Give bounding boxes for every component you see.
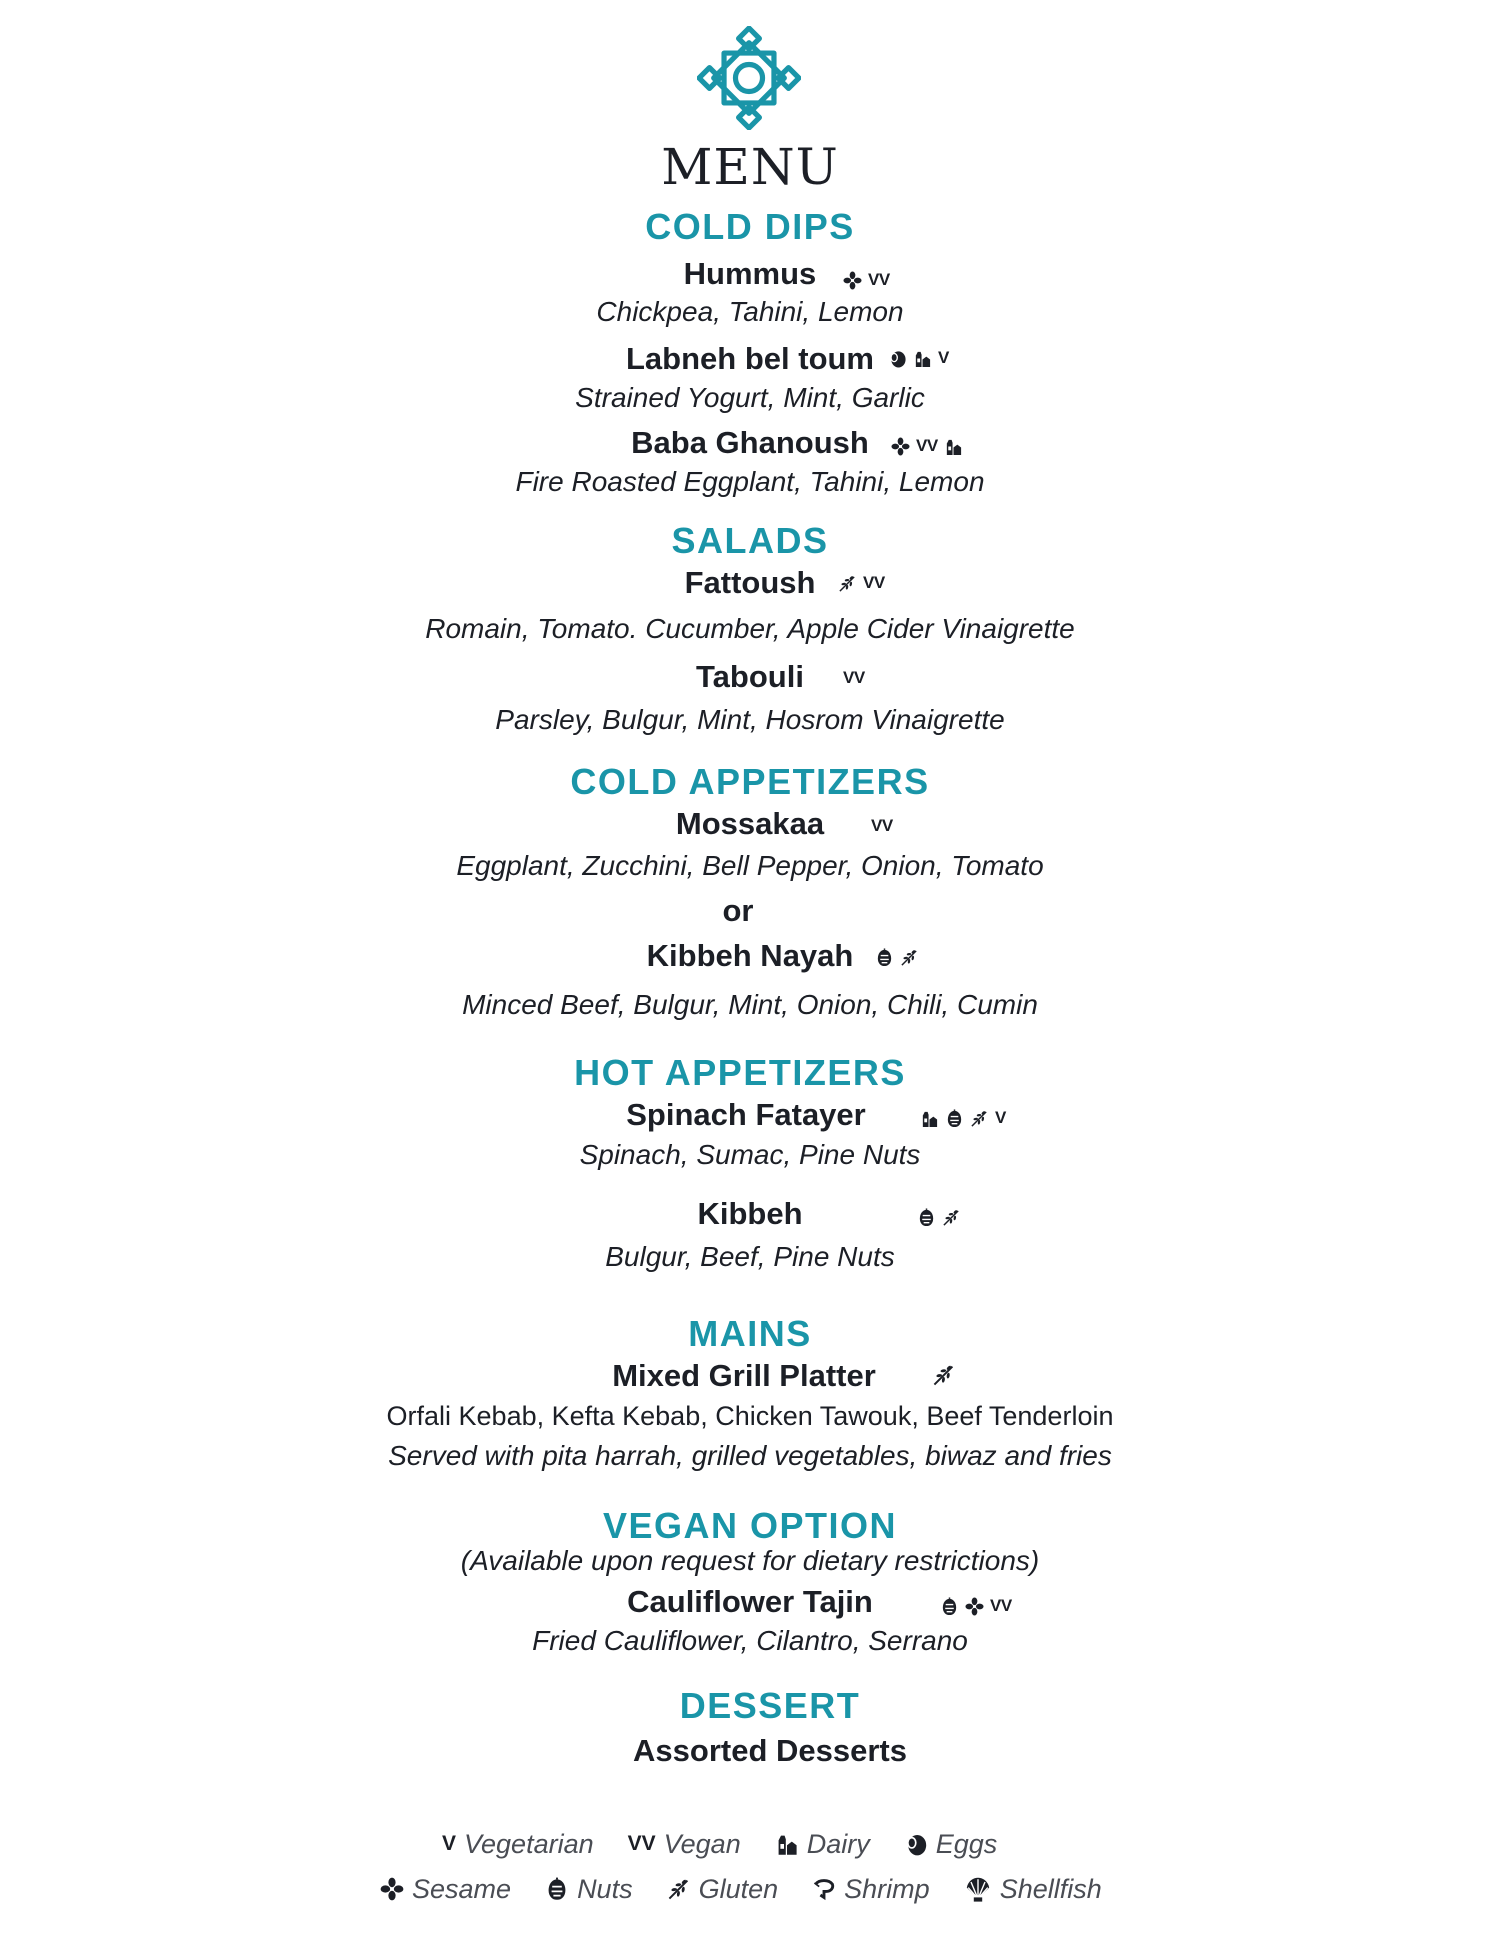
section-heading-mains: MAINS <box>688 1313 812 1354</box>
ornament-logo-icon <box>697 26 801 130</box>
item-tags-mossakaa <box>871 812 893 840</box>
item-tags-labneh-bel-toum <box>888 344 949 372</box>
item-name-tabouli: Tabouli <box>696 659 804 694</box>
vegan-mark: VV <box>868 270 890 289</box>
item-desc-hummus: Chickpea, Tahini, Lemon <box>596 296 904 327</box>
or-separator: or <box>722 893 754 928</box>
dairy-icon <box>944 437 963 456</box>
legend-label: Vegan <box>663 1828 741 1859</box>
allergen-legend-row-2 <box>380 1871 1136 1907</box>
vegetarian-mark: V <box>938 348 949 367</box>
nuts-icon <box>945 1109 964 1128</box>
legend-shrimp <box>812 1874 930 1905</box>
item-desc-baba-ghanoush: Fire Roasted Eggplant, Tahini, Lemon <box>515 466 985 497</box>
item-name-mixed-grill-platter: Mixed Grill Platter <box>612 1358 876 1393</box>
item-name-spinach-fatayer: Spinach Fatayer <box>626 1097 866 1132</box>
gluten-icon <box>838 574 857 593</box>
item-desc-mossakaa: Eggplant, Zucchini, Bell Pepper, Onion, Tomato <box>456 850 1044 881</box>
item-desc-tabouli: Parsley, Bulgur, Mint, Hosrom Vinaigrette <box>495 704 1005 735</box>
item-desc-fattoush: Romain, Tomato. Cucumber, Apple Cider Vinaigrette <box>425 613 1075 644</box>
legend-vegetarian <box>442 1829 594 1860</box>
section-heading-hot-appetizers: HOT APPETIZERS <box>574 1052 906 1093</box>
sesame-icon <box>891 437 910 456</box>
gluten-icon <box>970 1109 989 1128</box>
item-tags-fattoush <box>838 569 885 597</box>
legend-label: Eggs <box>935 1828 998 1859</box>
vegetarian-mark: V <box>442 1832 457 1855</box>
nuts-icon <box>940 1597 959 1616</box>
legend-sesame <box>380 1874 511 1905</box>
item-desc-cauliflower-tajin: Fried Cauliflower, Cilantro, Serrano <box>532 1625 968 1656</box>
legend-label: Dairy <box>806 1828 870 1859</box>
vegan-mark: VV <box>863 573 885 592</box>
item-tags-kibbeh-nayah <box>875 943 919 971</box>
item-tags-mixed-grill-platter <box>932 1361 956 1389</box>
section-heading-vegan-option: VEGAN OPTION <box>602 1505 898 1546</box>
section-heading-dessert: DESSERT <box>679 1685 861 1726</box>
item-desc2-mixed-grill-platter: Served with pita harrah, grilled vegetables, biwaz and fries <box>388 1440 1112 1471</box>
item-tags-tabouli <box>843 664 865 692</box>
dairy-icon <box>913 349 932 368</box>
section-heading-salads: SALADS <box>671 520 829 561</box>
vegan-mark: VV <box>843 668 865 687</box>
nuts-icon <box>545 1877 569 1901</box>
legend-shellfish <box>964 1874 1102 1905</box>
item-name-fattoush: Fattoush <box>684 565 816 600</box>
item-desc-mixed-grill-platter: Orfali Kebab, Kefta Kebab, Chicken Tawouk, Beef Tenderloin <box>386 1401 1114 1431</box>
section-heading-cold-dips: COLD DIPS <box>645 206 855 247</box>
gluten-icon <box>900 948 919 967</box>
legend-nuts <box>545 1874 633 1905</box>
item-name-baba-ghanoush: Baba Ghanoush <box>631 425 869 460</box>
item-desc-kibbeh-nayah: Minced Beef, Bulgur, Mint, Onion, Chili, Cumin <box>462 989 1038 1020</box>
legend-eggs <box>904 1829 998 1860</box>
nuts-icon <box>875 948 894 967</box>
menu-title: MENU <box>661 138 839 196</box>
legend-label: Shellfish <box>999 1873 1102 1904</box>
shellfish-icon <box>964 1875 992 1903</box>
dairy-icon <box>775 1832 799 1856</box>
legend-dairy <box>775 1829 870 1860</box>
legend-gluten <box>667 1874 779 1905</box>
shrimp-icon <box>812 1877 836 1901</box>
item-name-kibbeh: Kibbeh <box>697 1196 803 1231</box>
item-name-labneh-bel-toum: Labneh bel toum <box>626 341 874 376</box>
item-name-hummus: Hummus <box>683 256 817 291</box>
item-tags-cauliflower-tajin <box>940 1592 1012 1620</box>
nuts-icon <box>917 1208 936 1227</box>
item-name-cauliflower-tajin: Cauliflower Tajin <box>627 1584 873 1619</box>
item-tags-baba-ghanoush <box>891 432 963 460</box>
item-tags-hummus <box>843 266 890 294</box>
vegan-mark: VV <box>990 1596 1012 1615</box>
vegan-mark: VV <box>916 436 938 455</box>
item-desc-kibbeh: Bulgur, Beef, Pine Nuts <box>605 1241 895 1272</box>
gluten-icon <box>942 1208 961 1227</box>
dairy-icon <box>920 1109 939 1128</box>
eggs-icon <box>904 1832 928 1856</box>
legend-label: Gluten <box>698 1873 779 1904</box>
gluten-icon <box>667 1877 691 1901</box>
item-name-mossakaa: Mossakaa <box>675 806 825 841</box>
vegan-mark: VV <box>871 816 893 835</box>
item-name-kibbeh-nayah: Kibbeh Nayah <box>646 938 854 973</box>
item-desc-labneh-bel-toum: Strained Yogurt, Mint, Garlic <box>575 382 925 413</box>
sesame-icon <box>380 1877 404 1901</box>
legend-label: Shrimp <box>844 1873 930 1904</box>
vegetarian-mark: V <box>995 1108 1006 1127</box>
sesame-icon <box>965 1597 984 1616</box>
section-heading-cold-appetizers: COLD APPETIZERS <box>570 761 930 802</box>
legend-vegan <box>628 1829 741 1860</box>
sesame-icon <box>843 271 862 290</box>
gluten-icon <box>932 1363 956 1387</box>
item-desc-spinach-fatayer: Spinach, Sumac, Pine Nuts <box>579 1139 921 1170</box>
legend-label: Vegetarian <box>464 1828 594 1859</box>
legend-label: Nuts <box>577 1873 633 1904</box>
legend-label: Sesame <box>412 1873 512 1904</box>
eggs-icon <box>888 349 907 368</box>
item-tags-kibbeh <box>917 1203 961 1231</box>
vegan-mark: VV <box>627 1832 656 1855</box>
vegan-option-note: (Available upon request for dietary restrictions) <box>460 1545 1040 1576</box>
allergen-legend-row-1 <box>442 1826 1031 1862</box>
item-name-assorted-desserts: Assorted Desserts <box>633 1733 907 1768</box>
item-tags-spinach-fatayer <box>920 1104 1006 1132</box>
